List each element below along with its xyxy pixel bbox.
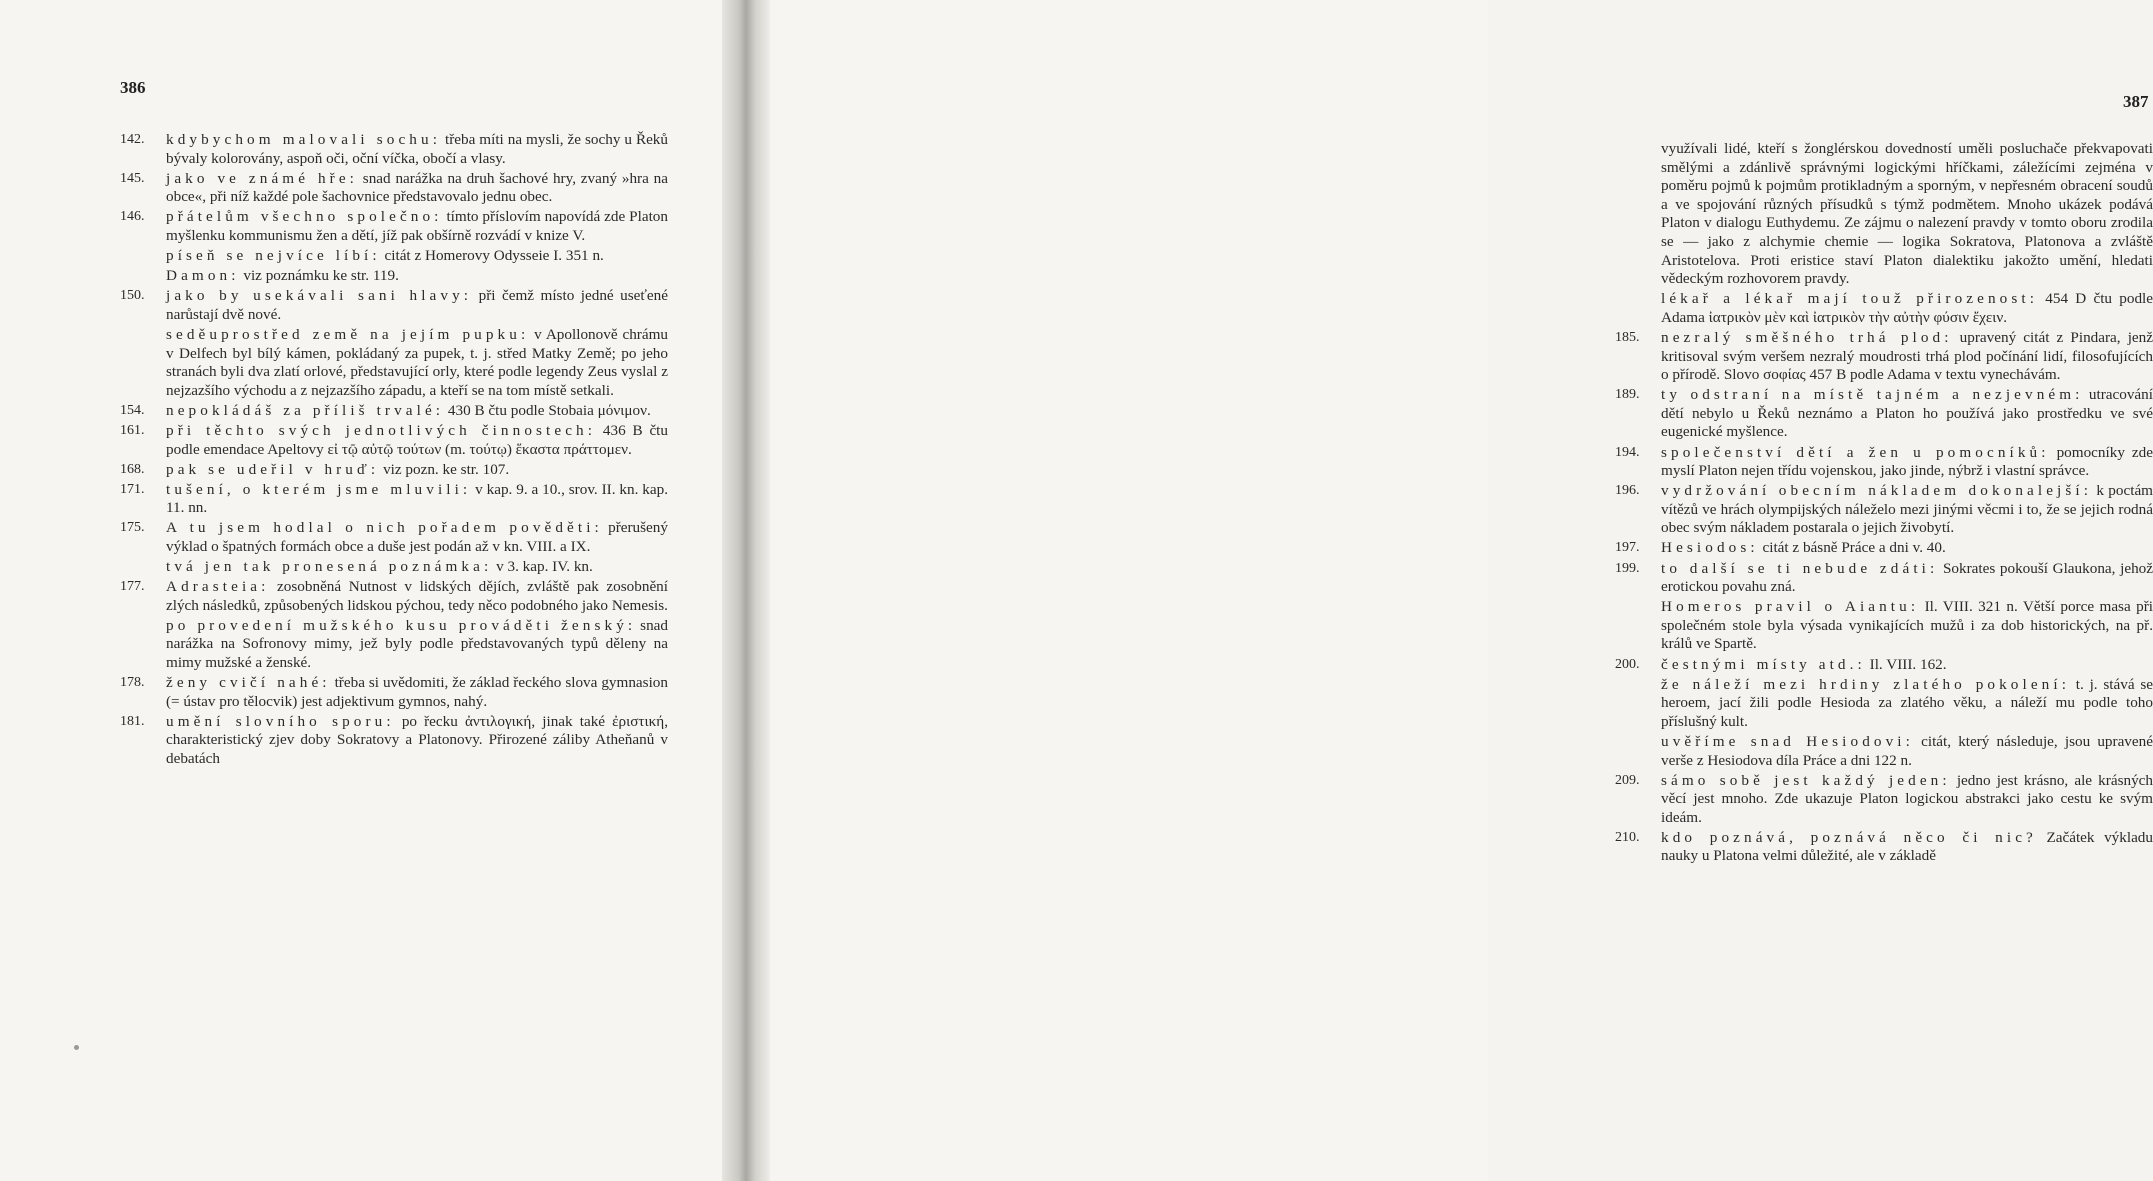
note-entry bbox=[1615, 733, 2153, 770]
note-number: 210. bbox=[1615, 829, 1640, 845]
note-text: k poctám vítězů ve hrách olympijských náleželo mezi jinými věcmi i to, že se jejich rodná obec svým nákladem postarala o jejich živobytí. bbox=[1661, 482, 2153, 537]
note-number: 177. bbox=[120, 579, 145, 595]
note-text: Il. VIII. 162. bbox=[1865, 655, 1947, 673]
page-number: 387 bbox=[2123, 92, 2149, 111]
note-entry bbox=[1615, 329, 2153, 385]
note-number: 171. bbox=[120, 481, 145, 497]
page-number: 386 bbox=[120, 78, 146, 97]
note-lemma: přátelům všechno společno: bbox=[166, 208, 443, 226]
note-lemma: Homeros pravil o Aiantu: bbox=[1661, 598, 1920, 616]
note-entry bbox=[1615, 676, 2153, 732]
note-entry bbox=[1615, 656, 2153, 675]
note-lemma: vydržování obecním nákladem dokonalejší: bbox=[1661, 482, 2093, 500]
note-lemma: sámo sobě jest každý jeden: bbox=[1661, 771, 1951, 789]
note-entry bbox=[120, 170, 668, 207]
note-entry bbox=[1615, 829, 2153, 866]
notes-list bbox=[120, 131, 668, 770]
note-entry bbox=[120, 287, 668, 324]
note-lemma: po provedení mužského kusu prováděti ženský: bbox=[166, 616, 637, 634]
note-text: citát z básně Práce a dni v. 40. bbox=[1758, 539, 1946, 557]
note-number: 185. bbox=[1615, 329, 1640, 345]
note-text: zosobněná Nutnost v lidských dějích, zvláště pak zosobnění zlých následků, způsobených lidskou pýchou, tedy něco podobného jako Nemesis. bbox=[166, 578, 668, 614]
note-entry bbox=[120, 674, 668, 711]
note-number: 196. bbox=[1615, 483, 1640, 499]
note-text: třeba míti na mysli, že sochy u Řeků bývaly kolorovány, aspoň oči, oční víčka, obočí a vlasy. bbox=[166, 131, 668, 167]
note-text: Il. VIII. 321 n. Větší porce masa při společném stole byla výsada vynikajících mužů i za dob historických, na př. králů ve Spartě. bbox=[1661, 598, 2153, 653]
note-lemma: tvá jen tak pronesená poznámka: bbox=[166, 558, 493, 576]
note-lemma: seděuprostřed země na jejím pupku: bbox=[166, 325, 530, 343]
book-gutter bbox=[722, 0, 770, 1181]
note-number: 200. bbox=[1615, 656, 1640, 672]
note-text: přerušený výklad o špatných formách obce a duše jest podán až v kn. VIII. a IX. bbox=[166, 519, 668, 555]
note-text: 436 B čtu podle emendace Apeltovy εἰ τῷ αὐτῷ τούτων (m. τούτῳ) ἕκαστα πράττομεν. bbox=[166, 421, 668, 458]
note-entry bbox=[120, 558, 668, 577]
note-text: snad narážka na Sofronovy mimy, jež byly podle představovaných typů děleny na mimy mužské a ženské. bbox=[166, 616, 668, 672]
note-entry bbox=[120, 326, 668, 400]
note-text: jedno jest krásno, ale krásných věcí jest mnoho. Zde ukazuje Platon logickou abstrakci jako cestu ke svým ideám. bbox=[1661, 771, 2153, 826]
note-text: Sokrates pokouší Glaukona, jehož erotickou povahu zná. bbox=[1661, 559, 2153, 596]
note-entry bbox=[1615, 560, 2153, 597]
note-entry bbox=[120, 713, 668, 769]
note-lemma: píseň se nejvíce líbí: bbox=[166, 247, 381, 265]
note-text: viz poznámku ke str. 119. bbox=[239, 267, 399, 285]
note-lemma: Damon: bbox=[166, 267, 240, 285]
note-entry bbox=[1615, 290, 2153, 327]
note-text: tímto příslovím napovídá zde Platon myšlenku kommunismu žen a dětí, jíž pak obšírně rozvádí v knize V. bbox=[166, 208, 668, 244]
note-number: 197. bbox=[1615, 540, 1640, 556]
note-number: 142. bbox=[120, 132, 145, 147]
note-entry bbox=[120, 461, 668, 480]
note-number: 194. bbox=[1615, 444, 1640, 460]
note-entry bbox=[120, 578, 668, 615]
note-lemma: ty odstraní na místě tajném a nezjevném: bbox=[1661, 386, 2084, 404]
note-text: Začátek výkladu nauky u Platona velmi důležité, ale v základě bbox=[1661, 828, 2153, 865]
note-text: 430 B čtu podle Stobaia μόνιμον. bbox=[444, 401, 651, 419]
note-entry bbox=[1615, 444, 2153, 481]
note-entry bbox=[1615, 598, 2153, 654]
note-lemma: nezralý směšného trhá plod: bbox=[1661, 328, 1953, 346]
note-entry bbox=[120, 617, 668, 673]
note-text: viz pozn. ke str. 107. bbox=[379, 460, 510, 478]
note-text: v 3. kap. IV. kn. bbox=[492, 558, 593, 576]
note-lemma: Adrasteia: bbox=[166, 578, 270, 596]
note-entry bbox=[120, 247, 668, 266]
note-number: 146. bbox=[120, 209, 145, 225]
note-number: 209. bbox=[1615, 772, 1640, 788]
note-lemma: tušení, o kterém jsme mluvili: bbox=[166, 480, 472, 498]
note-entry bbox=[1615, 772, 2153, 828]
note-number: 178. bbox=[120, 675, 145, 691]
note-entry bbox=[1615, 386, 2153, 442]
note-lemma: společenství dětí a žen u pomocníků: bbox=[1661, 443, 2050, 461]
note-lemma: pak se udeřil v hruď: bbox=[166, 460, 380, 478]
note-number: 175. bbox=[120, 520, 145, 536]
note-text: v Apollonově chrámu v Delfech byl bílý kámen, pokládaný za pupek, t. j. střed Matky Země; po jeho stranách byli dva zlatí orlové, představující orly, které podle legendy Zeus vyslal z nejzazšího východu a z nejzazšího západu, a kteří se na tom místě setkali. bbox=[166, 325, 668, 399]
note-text: citát, který následuje, jsou upravené verše z Hesiodova díla Práce a dni 122 n. bbox=[1661, 732, 2153, 769]
note-lemma: Hesiodos: bbox=[1661, 539, 1759, 557]
note-text: citát z Homerovy Odysseie I. 351 n. bbox=[380, 247, 604, 265]
note-entry bbox=[120, 481, 668, 518]
note-text: po řecku ἀντιλογική, jinak také ἐριστική, charakteristický zjev doby Sokratovy a Platonovy. Přirozené záliby Atheňanů v debatách bbox=[166, 712, 668, 767]
note-lemma: lékař a lékař mají touž přirozenost: bbox=[1661, 290, 2039, 308]
note-number: 145. bbox=[120, 170, 145, 186]
note-lemma: že náleží mezi hrdiny zlatého pokolení: bbox=[1661, 675, 2071, 693]
left-page bbox=[0, 0, 722, 1181]
note-text: při čemž místo jedné useťené narůstají dvě nové. bbox=[166, 287, 668, 323]
note-lemma: při těchto svých jednotlivých činnostech: bbox=[166, 421, 597, 439]
note-number: 189. bbox=[1615, 387, 1640, 403]
note-text: v kap. 9. a 10., srov. II. kn. kap. 11. nn. bbox=[166, 480, 668, 517]
note-lemma: čestnými místy atd.: bbox=[1661, 655, 1866, 673]
note-lemma: ženy cvičí nahé: bbox=[166, 674, 331, 692]
note-lemma: umění slovního sporu: bbox=[166, 712, 395, 730]
note-entry bbox=[1615, 539, 2153, 558]
note-number: 199. bbox=[1615, 560, 1640, 576]
note-number: 168. bbox=[120, 461, 145, 477]
note-entry bbox=[120, 208, 668, 245]
note-entry bbox=[120, 422, 668, 459]
paper-speck bbox=[74, 1045, 79, 1050]
note-lemma: A tu jsem hodlal o nich pořadem pověděti: bbox=[166, 519, 603, 537]
note-lemma: nepokládáš za příliš trvalé: bbox=[166, 401, 445, 419]
note-lemma: kdo poznává, poznává něco či nic? bbox=[1661, 828, 2037, 846]
note-number: 154. bbox=[120, 402, 145, 418]
note-entry bbox=[120, 402, 668, 421]
note-lemma: uvěříme snad Hesiodovi: bbox=[1661, 732, 1914, 750]
notes-list bbox=[1615, 140, 2153, 868]
note-number: 161. bbox=[120, 422, 145, 438]
note-text: upravený citát z Pindara, jenž kritisoval svým veršem nezralý moudrosti trhá plod počínání lidí, filosofujících o přírodě. Slovo σοφίας 457 B podle Adama v textu vynechávám. bbox=[1661, 328, 2153, 384]
note-text: třeba si uvědomiti, že základ řeckého slova gymnasion (= ústav pro tělocvik) jest adjektivum gymnos, nahý. bbox=[166, 674, 668, 710]
note-text: využívali lidé, kteří s žonglérskou dovedností uměli posluchače překvapovati smělými a zdánlivě správnými logickými hříčkami, záležícími zejména v poměru pojmů k pojmům protikladným a sporným, v nepřesném obracení soudů a ve spojování různých přísudků s týmž podmětem. Mnoho ukázek podává Platon v dialogu Euthydemu. Ze zájmu o nalezení pravdy v tomto oboru zrodila se — jako z alchymie chemie — logika Sokratova, Platonova a zvláště Aristotelova. Proti eristice staví Platon dialektiku jakožto umění, hledati vědeckým rozhovorem pravdy. bbox=[1661, 140, 2153, 288]
note-text: t. j. stává se heroem, jací žili podle Hesioda za zlatého věku, a náleží mu podle toho příslušný kult. bbox=[1661, 675, 2153, 730]
note-text: 454 D čtu podle Adama ἰατρικὸν μὲν καὶ ἰατρικὸν τὴν αὐτὴν φύσιν ἔχειν. bbox=[1661, 290, 2153, 326]
note-text: utracování dětí nebylo u Řeků neznámo a Platon ho používá jako prostředku ve své eugenické myšlence. bbox=[1661, 386, 2153, 441]
note-number: 150. bbox=[120, 288, 145, 304]
note-entry bbox=[120, 519, 668, 556]
note-text: snad narážka na druh šachové hry, zvaný »hra na obce«, při níž každé pole šachovnice představovalo jednu obec. bbox=[166, 169, 668, 206]
note-lemma: jako ve známé hře: bbox=[166, 169, 358, 187]
note-entry bbox=[1615, 140, 2153, 289]
note-number: 181. bbox=[120, 713, 145, 729]
note-lemma: kdybychom malovali sochu: bbox=[166, 131, 442, 148]
right-page bbox=[770, 0, 2153, 1181]
note-entry bbox=[120, 131, 668, 168]
note-lemma: to další se ti nebude zdáti: bbox=[1661, 559, 1939, 577]
note-lemma: jako by usekávali sani hlavy: bbox=[166, 287, 473, 305]
note-text: pomocníky zde myslí Platon nejen třídu vojenskou, jako jinde, nýbrž i vlastní správce. bbox=[1661, 443, 2153, 480]
note-entry bbox=[1615, 482, 2153, 538]
note-entry bbox=[120, 267, 668, 286]
